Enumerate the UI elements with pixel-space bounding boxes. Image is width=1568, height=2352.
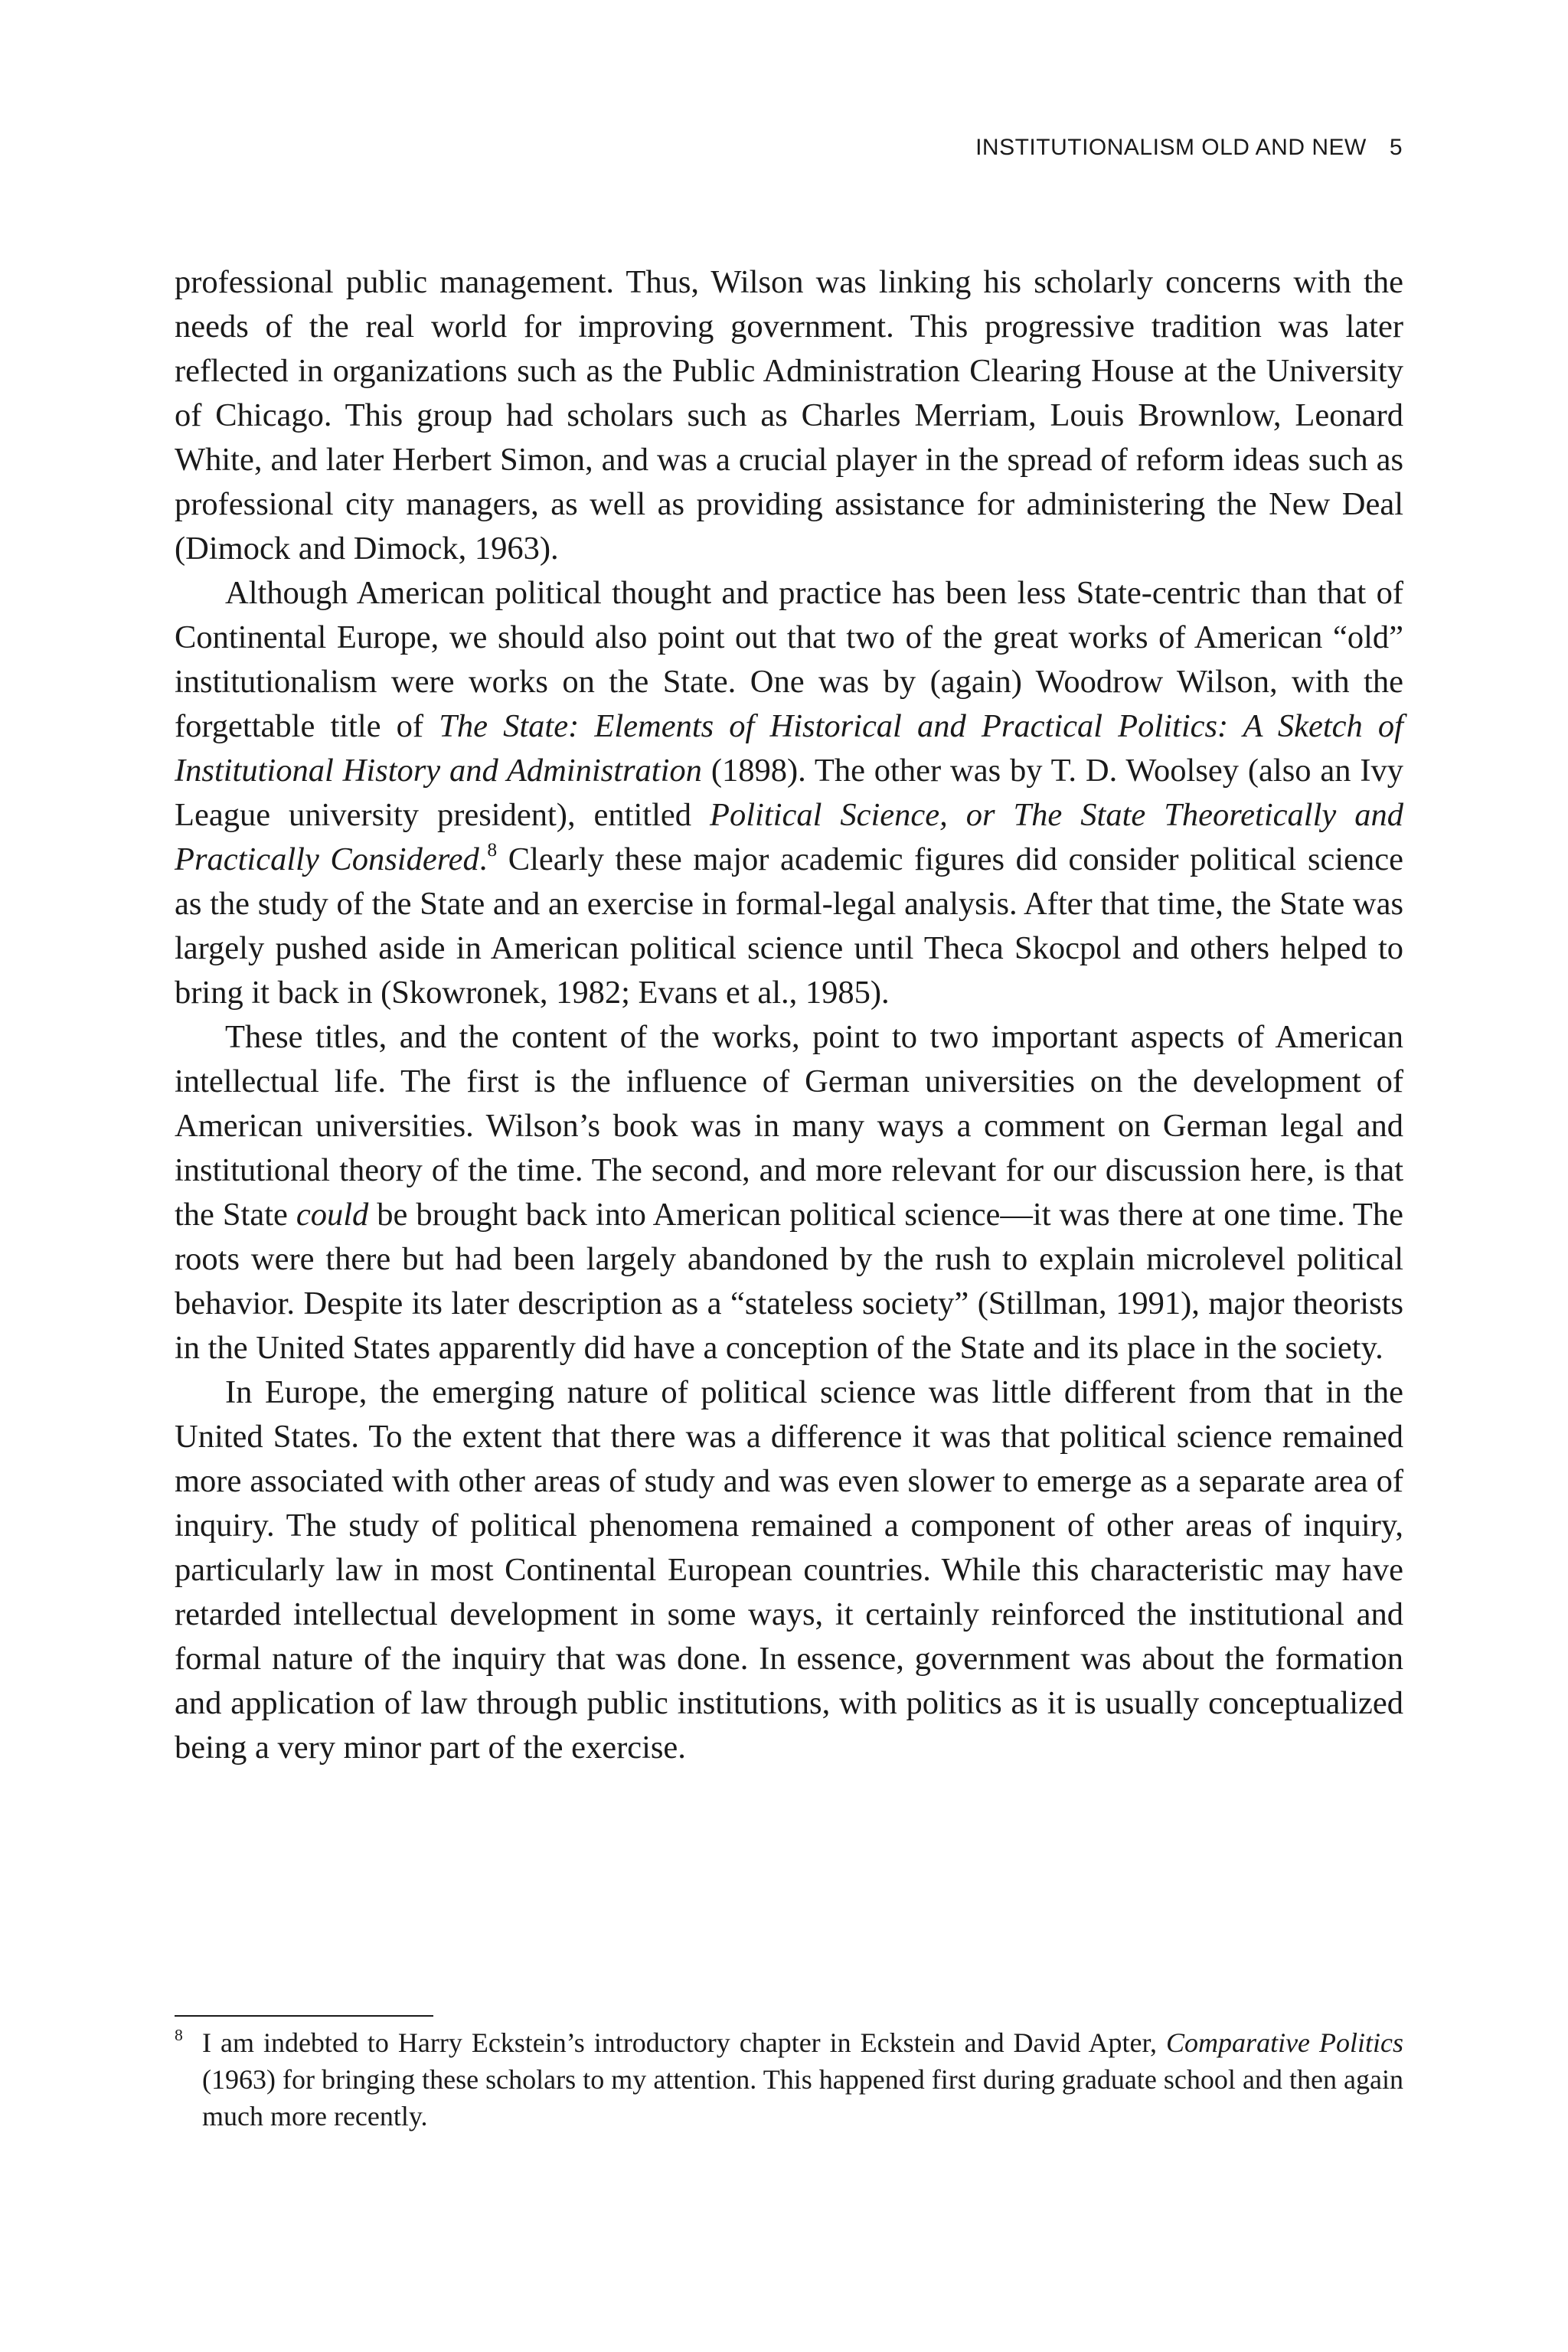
italic-title: The State: Elements of Historical and Practical Politics: A Sketch of Institutional History and Administration xyxy=(175,708,1403,789)
text-run: be brought back into American political science—it was there at one time. The roots were there but had been largely abandoned by the rush to explain microlevel political behavior. Despite its later description as a “stateless society” (Stillman, 1991), major theorists in the United States apparently did have a conception of the State and its place in the society. xyxy=(175,1197,1404,1366)
running-head-title: INSTITUTIONALISM OLD AND NEW xyxy=(975,135,1367,160)
body-text xyxy=(175,260,1403,1770)
running-head xyxy=(975,135,1403,161)
paragraph xyxy=(175,571,1403,1015)
text-run: Clearly these major academic figures did consider political science as the study of the State and an exercise in formal-legal analysis. After that time, the State was largely pushed aside in American political science until Theca Skocpol and others helped to bring it back in (Skowronek, 1982; Evans et al., 1985). xyxy=(175,841,1403,1011)
text-run: . xyxy=(479,841,488,877)
text-run: I am indebted to Harry Eckstein’s introductory chapter in Eckstein and David Apter, xyxy=(202,2027,1167,2058)
paragraph xyxy=(175,1015,1403,1370)
paragraph xyxy=(175,260,1403,571)
footnote-reference: 8 xyxy=(487,838,498,861)
text-run: Although American political thought and practice has been less State-centric than that of Continental Europe, we should also point out that two of the great works of American “old” institutionalism were works on the State. One was by (again) Woodrow Wilson, with the forgettable title of xyxy=(175,575,1403,744)
footnote-text xyxy=(202,2027,1403,2132)
footnote-marker: 8 xyxy=(175,2025,183,2044)
text-run: professional public management. Thus, Wilson was linking his scholarly concerns with the needs of the real world for improving government. This progressive tradition was later reflected in organizations such as the Public Administration Clearing House at the University of Chicago. This group had scholars such as Charles Merriam, Louis Brownlow, Leonard White, and later Herbert Simon, and was a crucial player in the spread of reform ideas such as professional city managers, as well as providing assistance for administering the New Deal (Dimock and Dimock, 1963). xyxy=(175,264,1403,567)
text-run: In Europe, the emerging nature of political science was little different from that in the United States. To the extent that there was a difference it was that political science remained more associated with other areas of study and was even slower to emerge as a separate area of inquiry. The study of political phenomena remained a component of other areas of inquiry, particularly law in most Continental European countries. While this characteristic may have retarded intellectual development in some ways, it certainly reinforced the institutional and formal nature of the inquiry that was done. In essence, government was about the formation and application of law through public institutions, with politics as it is usually conceptualized being a very minor part of the exercise. xyxy=(175,1374,1403,1766)
footnote-body xyxy=(175,2024,1403,2135)
footnote xyxy=(175,2024,1403,2135)
paragraph xyxy=(175,1370,1403,1770)
italic-title: could xyxy=(296,1197,369,1233)
text-run: (1898). The other was by T. D. Woolsey (also an Ivy League university president), entitled xyxy=(175,753,1404,833)
italic-title: Comparative Politics xyxy=(1166,2027,1404,2058)
text-run: (1963) for bringing these scholars to my attention. This happened first during graduate school and then again much more recently. xyxy=(202,2064,1403,2132)
italic-title: Political Science, or The State Theoretically and Practically Considered xyxy=(175,797,1403,877)
text-run: These titles, and the content of the works, point to two important aspects of American intellectual life. The first is the influence of German universities on the development of American universities. Wilson’s book was in many ways a comment on German legal and institutional theory of the time. The second, and more relevant for our discussion here, is that the State xyxy=(175,1019,1403,1233)
page-number: 5 xyxy=(1389,135,1403,160)
footnote-rule xyxy=(175,2015,433,2017)
